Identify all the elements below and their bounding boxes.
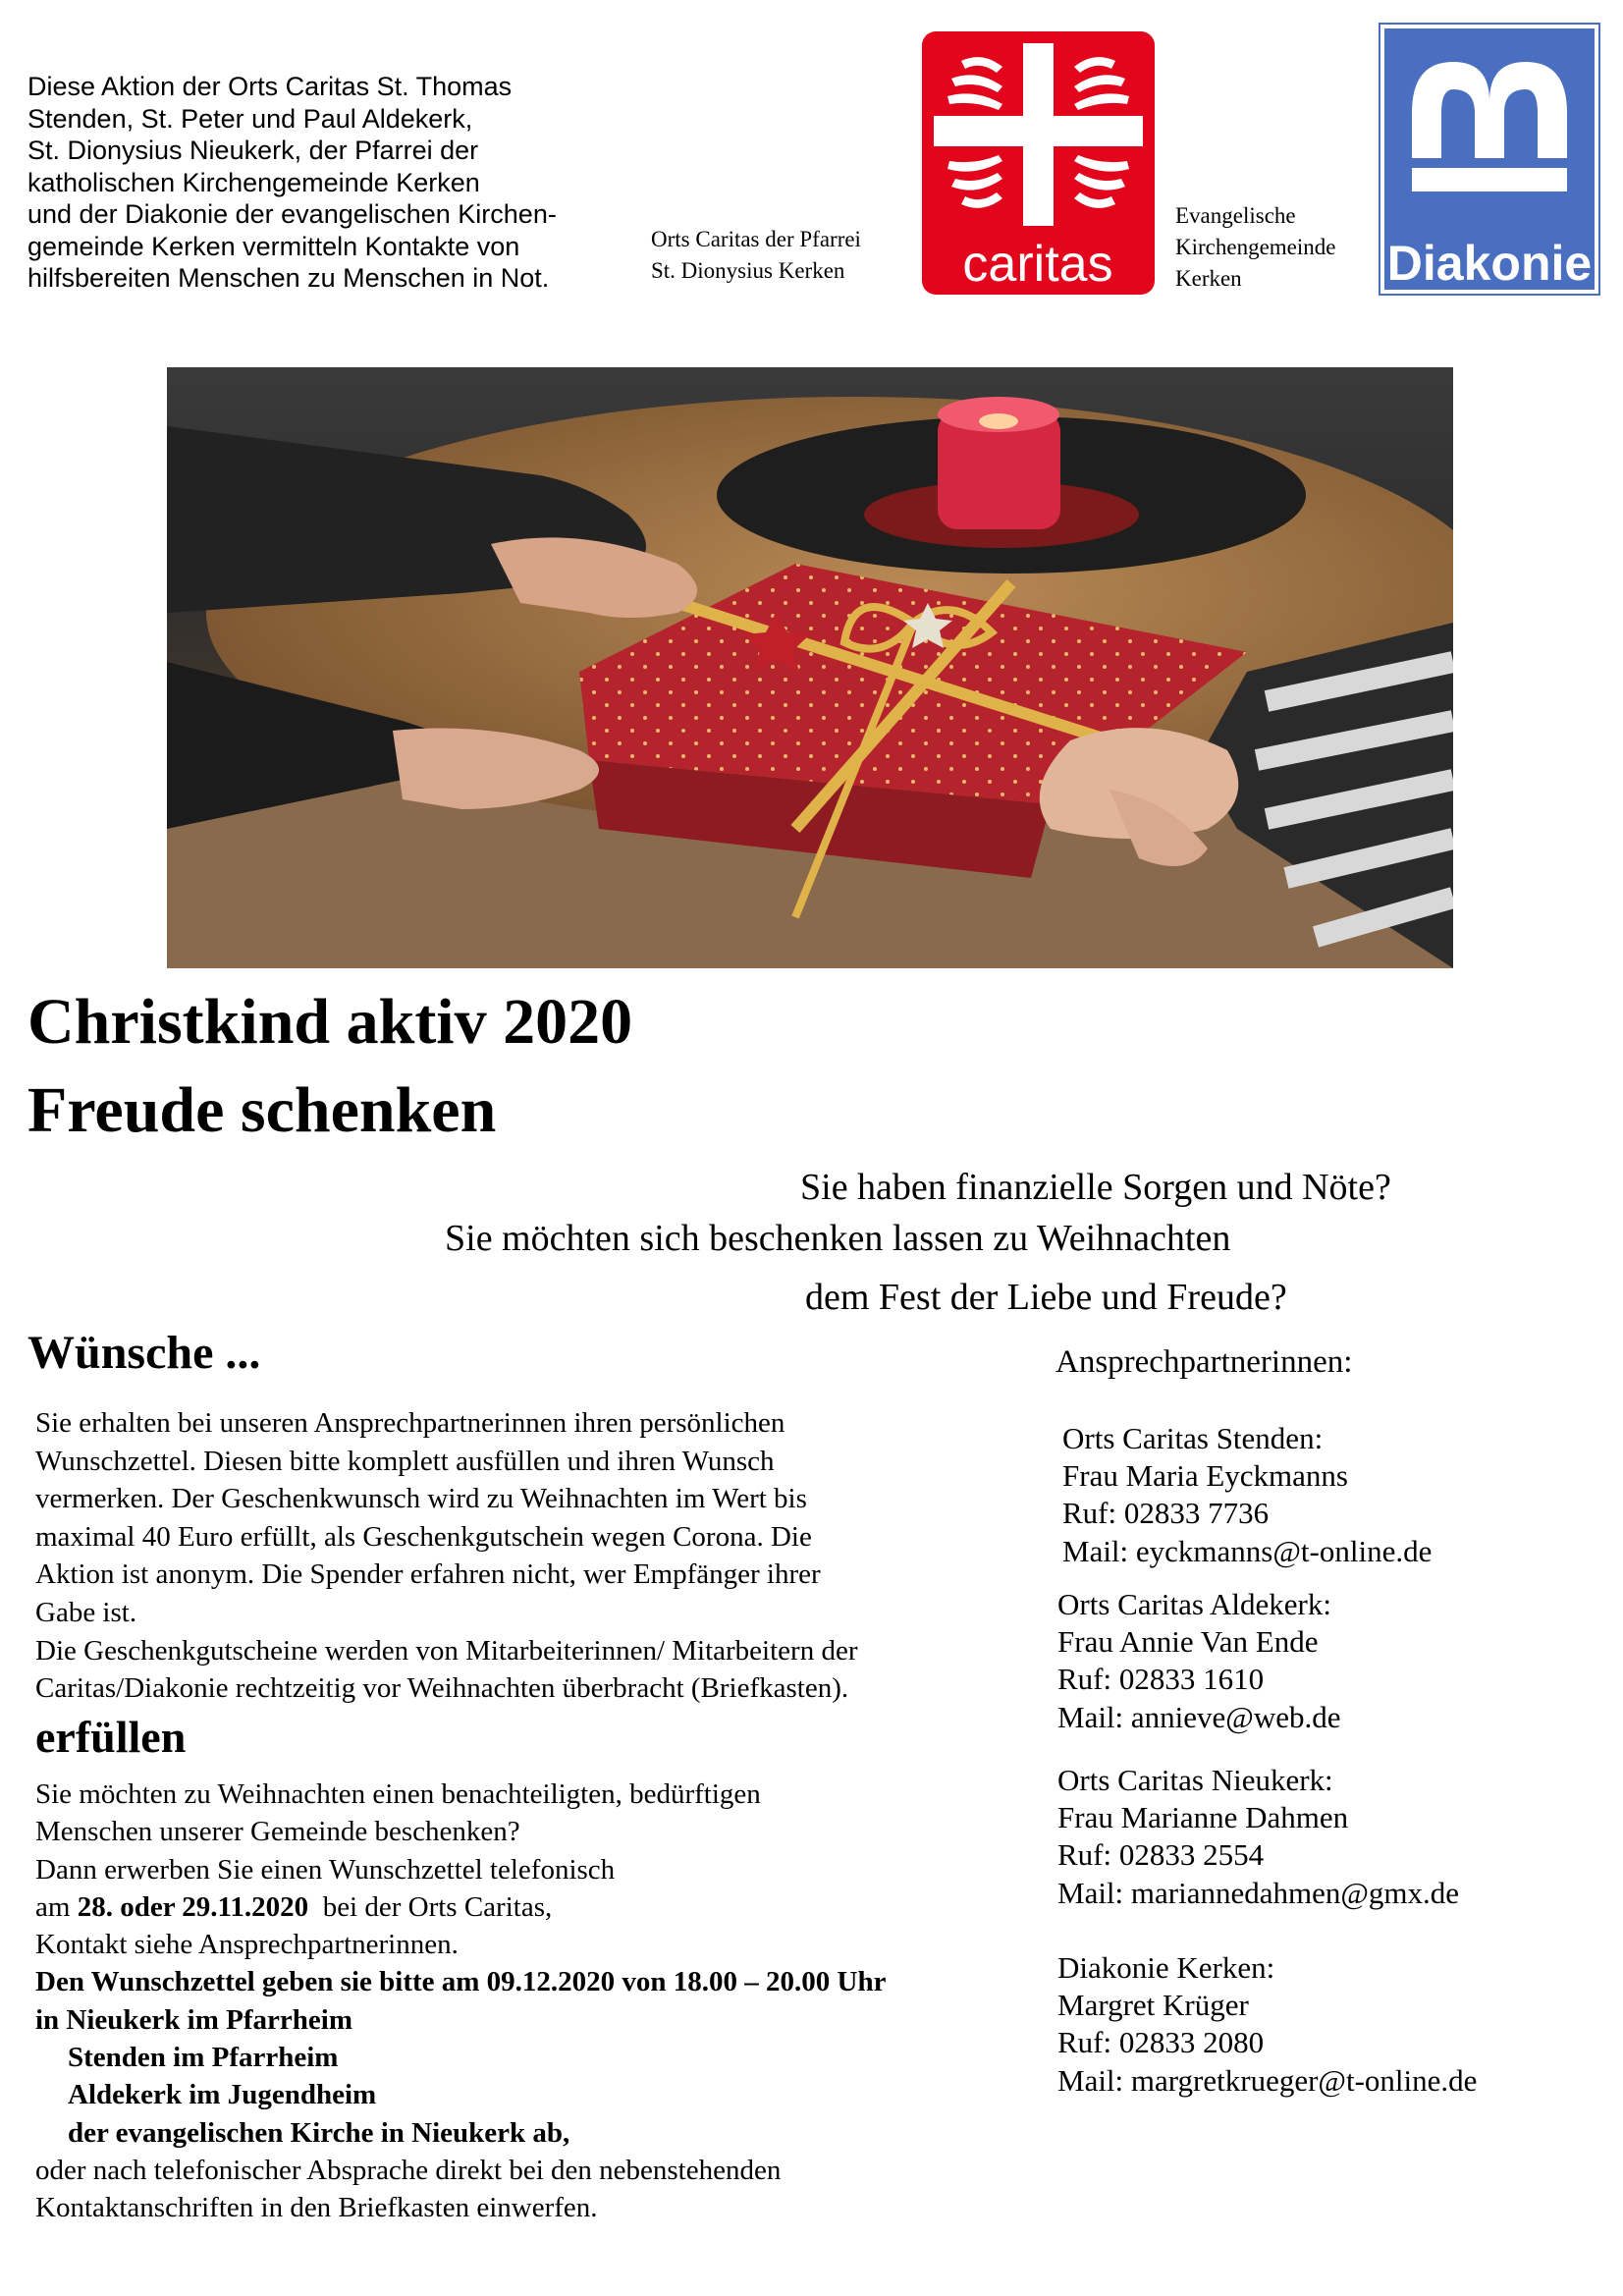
wishes-line: Caritas/Diakonie rechtzeitig vor Weihnachten überbracht (Briefkasten). [35,1672,849,1705]
contact-name: Frau Annie Van Ende [1057,1624,1319,1660]
fulfil-body [35,1776,887,2227]
fulfil-line: Sie möchten zu Weihnachten einen benachteiligten, bedürftigen [35,1778,761,1810]
contact-name: Frau Maria Eyckmanns [1062,1458,1348,1494]
fulfil-line: Kontakt siehe Ansprechpartnerinnen. [35,1929,459,1961]
intro-line: gemeinde Kerken vermitteln Kontakte von [27,231,520,261]
contact-block-aldekerk [1057,1586,1341,1736]
contact-email: Mail: mariannedahmen@gmx.de [1057,1875,1460,1910]
contact-email: Mail: margretkrueger@t-online.de [1057,2062,1478,2098]
dropoff-line: Aldekerk im Jugendheim [68,2079,377,2111]
wishes-line: Die Geschenkgutscheine werden von Mitarbeiterinnen/ Mitarbeitern der [35,1634,858,1667]
dropoff-line: Stenden im Pfarrheim [68,2042,339,2074]
caritas-caption-line: St. Dionysius Kerken [651,258,845,283]
wishes-heading: Wünsche ... [27,1327,261,1379]
fulfil-line: Dann erwerben Sie einen Wunschzettel telefonisch [35,1853,616,1886]
wishes-line: Aktion ist anonym. Die Spender erfahren nicht, wer Empfänger ihrer [35,1558,821,1591]
fulfil-heading: erfüllen [35,1712,187,1762]
fulfil-line: Menschen unserer Gemeinde beschenken? [35,1816,520,1848]
fulfil-dates: 28. oder 29.11.2020 [77,1890,309,1923]
gift-photo [167,367,1453,968]
intro-line: Stenden, St. Peter und Paul Aldekerk, [27,103,473,134]
fulfil-date-line [35,1888,887,1926]
contact-email: Mail: annieve@web.de [1057,1699,1341,1734]
caritas-logo [922,31,1155,295]
dropoff-line: Den Wunschzettel geben sie bitte am 09.12.2020 von 18.00 – 20.00 Uhr [35,1966,887,1998]
wishes-line: Gabe ist. [35,1596,137,1628]
wishes-line: vermerken. Der Geschenkwunsch wird zu Weihnachten im Wert bis [35,1483,807,1515]
contact-org: Diakonie Kerken: [1057,1950,1275,1985]
contact-phone: Ruf: 02833 2080 [1057,2025,1265,2060]
dropoff-line: in Nieukerk im Pfarrheim [35,2003,352,2036]
wishes-line: maximal 40 Euro erfüllt, als Geschenkgutschein wegen Corona. Die [35,1520,812,1553]
fulfil-date-suffix: bei der Orts Caritas, [308,1890,553,1923]
diakonie-caption-line: Kerken [1175,266,1242,291]
dropoff-line: der evangelischen Kirche in Nieukerk ab, [68,2116,570,2149]
diakonie-logo-text: Diakonie [1386,236,1593,291]
title-line-1: Christkind aktiv 2020 [27,986,633,1058]
contact-org: Orts Caritas Stenden: [1062,1421,1324,1455]
wishes-body [35,1404,857,1708]
intro-line: katholischen Kirchengemeinde Kerken [27,167,480,197]
page-title [27,978,632,1155]
question-line: Sie möchten sich beschenken lassen zu Weihnachten [445,1218,1231,1259]
title-line-2: Freude schenken [27,1074,497,1146]
contact-phone: Ruf: 02833 1610 [1057,1662,1265,1697]
question-line: Sie haben finanzielle Sorgen und Nöte? [800,1167,1391,1208]
contact-email: Mail: eyckmanns@t-online.de [1062,1533,1433,1568]
contact-name: Margret Krüger [1057,1988,1249,2023]
caritas-logo-text: caritas [962,236,1113,293]
diakonie-caption [1175,200,1335,295]
gift-exchange-image [167,367,1453,968]
intro-line: St. Dionysius Nieukerk, der Pfarrei der [27,136,479,165]
contact-phone: Ruf: 02833 2554 [1057,1837,1265,1873]
contact-block-stenden [1062,1420,1432,1570]
wishes-line: Sie erhalten bei unseren Ansprechpartnerinnen ihren persönlichen [35,1407,785,1439]
closing-line: oder nach telefonischer Absprache direkt bei den nebenstehenden [35,2154,782,2186]
contact-org: Orts Caritas Nieukerk: [1057,1763,1333,1797]
wishes-line: Wunschzettel. Diesen bitte komplett ausfüllen und ihren Wunsch [35,1445,775,1477]
contacts-heading: Ansprechpartnerinnen: [1055,1344,1353,1380]
diakonie-logo-graphic [1379,23,1600,296]
contact-org: Orts Caritas Aldekerk: [1057,1587,1331,1621]
closing-line: Kontaktanschriften in den Briefkasten einwerfen. [35,2192,598,2224]
caritas-logo-graphic [922,31,1155,295]
fulfil-date-prefix: am [35,1890,78,1923]
intro-line: hilfsbereiten Menschen zu Menschen in Not. [27,263,550,293]
contact-block-nieukerk [1057,1762,1459,1912]
caritas-caption [651,224,861,287]
intro-line: und der Diakonie der evangelischen Kirchen- [27,199,557,229]
intro-text [27,71,557,295]
question-line: dem Fest der Liebe und Freude? [805,1277,1287,1318]
diakonie-caption-line: Kirchengemeinde [1175,235,1336,259]
diakonie-logo [1379,23,1600,296]
intro-line: Diese Aktion der Orts Caritas St. Thomas [27,72,513,101]
caritas-caption-line: Orts Caritas der Pfarrei [651,227,861,251]
contact-block-diakonie [1057,1949,1477,2100]
contact-phone: Ruf: 02833 7736 [1062,1496,1270,1531]
diakonie-caption-line: Evangelische [1175,203,1296,228]
contact-name: Frau Marianne Dahmen [1057,1800,1349,1835]
